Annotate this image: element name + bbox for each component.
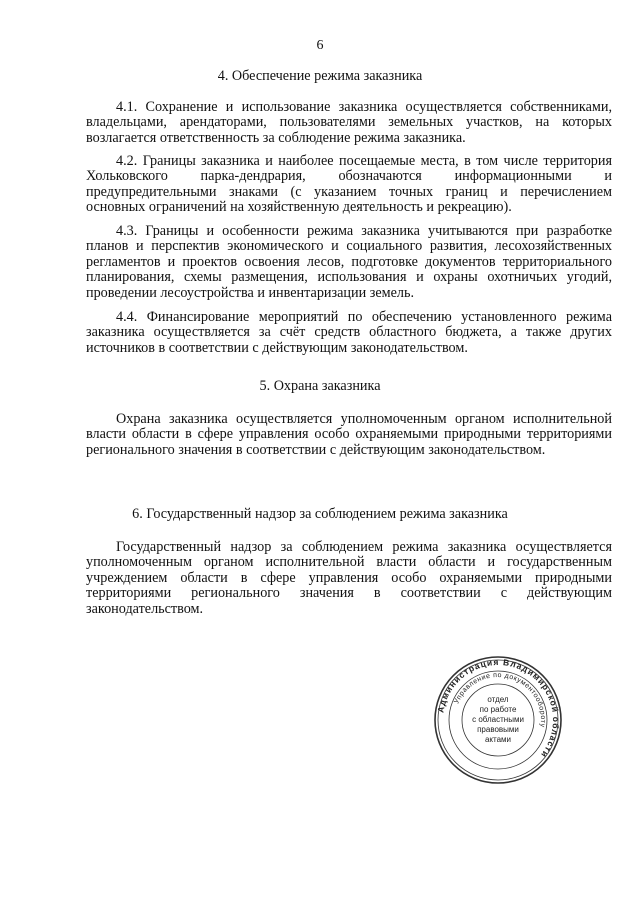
stamp-outer-text: Администрация Владимирской области	[435, 656, 562, 761]
stamp-center-line: с областными	[472, 715, 524, 724]
stamp-center	[433, 655, 563, 785]
paragraph-6: Государственный надзор за соблюдением режима заказника осуществляется уполномоченным органом исполнительной власти области и государственным учреждением области в сфере управления особо охраняемыми природными территориями регионального значения в соответствии с действующим законодательством.	[86, 539, 612, 617]
paragraph-4-3: 4.3. Границы и особенности режима заказника учитываются при разработке планов и перспектив экономического и социального развития, лесохозяйственных регламентов и проектов освоения лесов, подготовке документов территориального планирования, схемы размещения, использования и охраны охотничьих угодий, проведении лесоустройства и инвентаризации земель.	[86, 223, 612, 301]
stamp-center-line: по работе	[479, 705, 517, 714]
stamp-center-line: отдел	[487, 695, 509, 704]
paragraph-4-2: 4.2. Границы заказника и наиболее посещаемые места, в том числе территория Хольковского парка-дендрария, обозначаются информационными и предупредительными знаками (с указанием точных границ и перечислением основных ограничений на хозяйственную деятельность и рекреацию).	[86, 153, 612, 216]
paragraph-4-1: 4.1. Сохранение и использование заказника осуществляется собственниками, владельцами, арендаторами, пользователями земельных участков, на которых возлагается ответственность за соблюдение режима заказника.	[86, 99, 612, 146]
paragraph-5: Охрана заказника осуществляется уполномоченным органом исполнительной власти области в сфере управления особо охраняемыми природными территориями регионального значения в соответствии с действующим законодательством.	[86, 411, 612, 458]
stamp-inner-text: Управление по документообороту	[453, 671, 547, 728]
section-6-title: 6. Государственный надзор за соблюдением режима заказника	[132, 506, 508, 522]
stamp-center-line: актами	[484, 735, 512, 744]
page-number: 6	[316, 38, 324, 53]
paragraph-4-4: 4.4. Финансирование мероприятий по обеспечению установленного режима заказника осуществляется за счёт средств областного бюджета, а также других источников в соответствии с действующим законодательством.	[86, 309, 612, 356]
stamp-center-line: правовыми	[477, 725, 519, 734]
section-4-title: 4. Обеспечение режима заказника	[217, 68, 423, 84]
section-5-title: 5. Охрана заказника	[259, 378, 381, 394]
official-stamp	[433, 655, 563, 785]
